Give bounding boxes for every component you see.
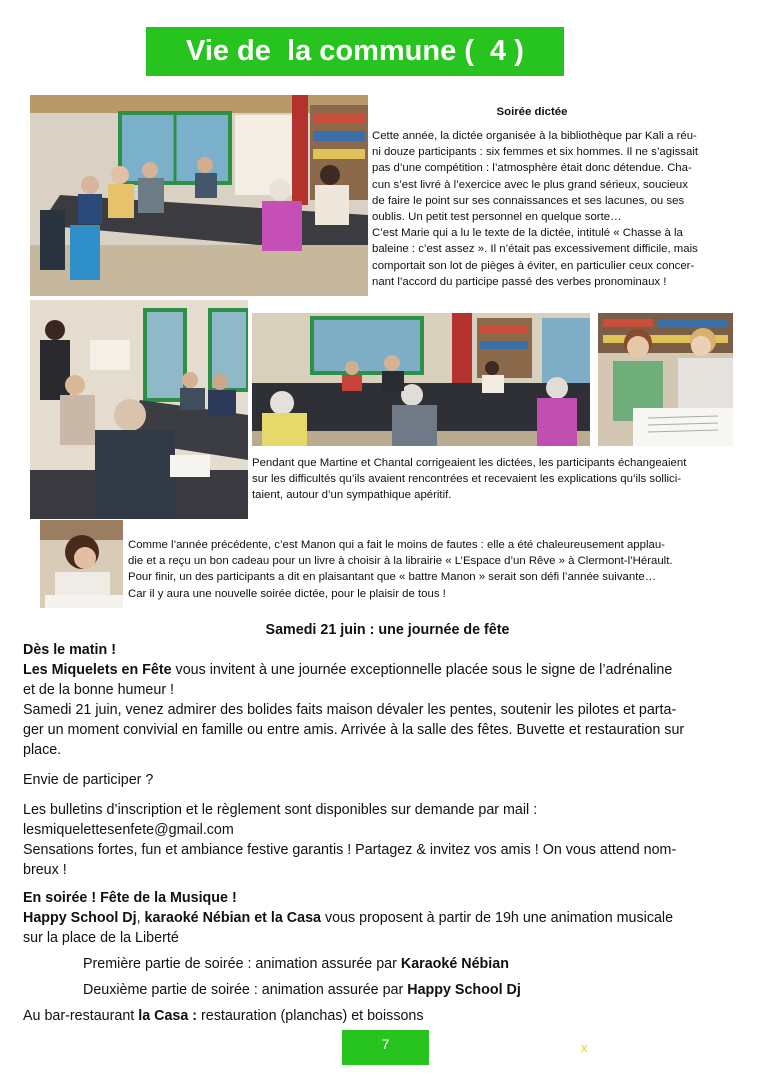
photo-dictee-reader xyxy=(30,300,248,519)
evening-org1: Happy School Dj xyxy=(23,910,137,926)
evening-line2: sur la place de la Liberté xyxy=(23,930,179,946)
part2-name: Happy School Dj xyxy=(407,982,521,998)
dictee-intro-line: Cette année, la dictée organisée à la bibliothèque par Kali a réu- xyxy=(372,130,697,142)
title-banner xyxy=(146,27,564,76)
bar-text: Au bar-restaurant xyxy=(23,1008,139,1024)
fete-line1-rest: vous invitent à une journée exceptionnelle placée sous le signe de l’adrénaline xyxy=(171,662,673,678)
dictee-intro-line: oublis. Un petit test personnel en quelque sorte… xyxy=(372,211,622,224)
sensations-line: breux ! xyxy=(23,862,67,878)
envie-text: Envie de participer ? xyxy=(23,772,154,788)
part1-name: Karaoké Nébian xyxy=(400,956,509,972)
dictee-intro xyxy=(372,128,752,290)
sensations-line: Sensations fortes, fun et ambiance festive garantis ! Partagez & invitez vos amis ! On vous attend nom- xyxy=(23,842,677,858)
org-name: Les Miquelets en Fête xyxy=(23,662,172,678)
fete-para2-line: ger un moment convivial en famille ou entre amis. Arrivée à la salle des fêtes. Buvette et restauration sur xyxy=(23,722,685,738)
page-number-badge xyxy=(342,1030,429,1065)
evening-title: En soirée ! Fête de la Musique ! xyxy=(23,890,237,906)
email-text: lesmiquelettesenfete@gmail.com xyxy=(23,822,234,838)
bar-name: la Casa : xyxy=(138,1008,198,1024)
dictee-winner-line: Car il y aura une nouvelle soirée dictée, pour le plaisir de tous ! xyxy=(128,587,446,600)
dictee-intro-line: C’est Marie qui a lu le texte de la dictée, intitulé « Chasse à la xyxy=(372,227,683,240)
dictee-correction-line: sur les difficultés qu’ils avaient rencontrées et recevaient les explications qu’ils sollici- xyxy=(252,473,682,486)
fete-line2: et de la bonne humeur ! xyxy=(23,682,175,698)
bar-rest: restauration (planchas) et boissons xyxy=(197,1008,424,1024)
photo-dictee-correctors xyxy=(598,313,733,446)
page-title: Vie de la commune ( 4 ) xyxy=(186,35,524,67)
dictee-intro-line: ni douze participants : six femmes et six hommes. Il ne s’agissait xyxy=(372,146,699,159)
page-number: 7 xyxy=(381,1036,390,1052)
dictee-correction-line: taient, autour d’un sympathique apéritif. xyxy=(252,489,452,502)
photo-manon xyxy=(40,520,123,608)
bulletins-text: Les bulletins d’inscription et le règlement sont disponibles sur demande par mail : xyxy=(23,802,538,818)
part2-text: Deuxième partie de soirée : animation assurée par xyxy=(83,982,408,998)
evening-line1 xyxy=(23,908,748,928)
dictee-intro-line: pas d’une compétition : l’atmosphère était donc détendue. Cha- xyxy=(372,162,692,175)
evening-sep: , xyxy=(136,910,145,926)
photo-dictee-table xyxy=(252,313,590,446)
fete-line1 xyxy=(23,660,748,680)
part1-line xyxy=(23,954,748,974)
dictee-intro-line: baleine : c’est assez ». Il n’était pas excessivement difficile, mais xyxy=(372,243,698,256)
corner-mark: x xyxy=(581,1040,588,1055)
fete-para2-line: place. xyxy=(23,742,62,758)
dictee-correction xyxy=(252,455,752,504)
evening-org2: karaoké Nébian et la Casa xyxy=(144,910,321,926)
evening-rest: vous proposent à partir de 19h une animation musicale xyxy=(320,910,674,926)
dictee-intro-line: cun s’est livré à l’exercice avec le plus grand sérieux, soucieux xyxy=(372,178,688,191)
fete-heading: Samedi 21 juin : une journée de fête xyxy=(265,622,510,638)
dictee-winner xyxy=(128,537,753,602)
photo-dictee-room xyxy=(30,95,368,296)
dictee-heading: Soirée dictée xyxy=(496,106,568,118)
morning-title: Dès le matin ! xyxy=(23,642,116,658)
dictee-intro-line: comportait son lot de pièges à éviter, en particulier ceux concer- xyxy=(372,259,695,272)
fete-body xyxy=(23,640,748,1026)
part1-text: Première partie de soirée : animation assurée par xyxy=(83,956,401,972)
part2-line xyxy=(23,980,748,1000)
dictee-correction-line: Pendant que Martine et Chantal corrigeaient les dictées, les participants échangeaient xyxy=(252,457,687,469)
dictee-intro-line: nant l’accord du participe passé des verbes pronominaux ! xyxy=(372,275,667,288)
dictee-intro-line: de faire le point sur ses connaissances et ses lacunes, ou ses xyxy=(372,194,685,207)
bar-line xyxy=(23,1006,748,1026)
fete-para2-line: Samedi 21 juin, venez admirer des bolides faits maison dévaler les pentes, soutenir les pilotes et parta- xyxy=(23,702,677,718)
dictee-winner-line: Pour finir, un des participants a dit en plaisantant que « battre Manon » serait son défi l’année suivante… xyxy=(128,571,657,584)
dictee-winner-line: Comme l’année précédente, c’est Manon qui a fait le moins de fautes : elle a été chaleureusement applau- xyxy=(128,539,665,551)
dictee-winner-line: die et a reçu un bon cadeau pour un livre à choisir à la librairie « L’Espace d’un Rêve » à Clermont-l’Hérault. xyxy=(128,555,673,568)
